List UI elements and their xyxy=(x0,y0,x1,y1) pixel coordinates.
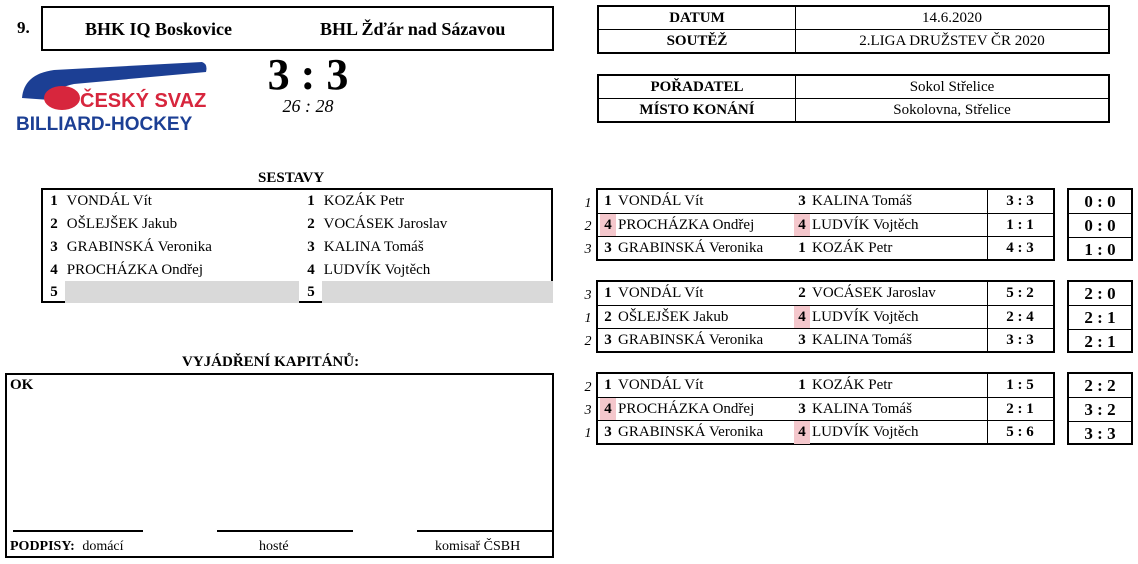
home-player-number: 3 xyxy=(604,332,612,348)
away-player-name: KALINA Tomáš xyxy=(323,239,424,255)
signature-line-away xyxy=(217,530,353,532)
away-player-row xyxy=(302,213,552,236)
home-player-number: 1 xyxy=(604,193,612,209)
game-score: 2 : 1 xyxy=(1006,401,1034,417)
game-row xyxy=(598,374,1053,397)
running-total: 3 : 2 xyxy=(1069,397,1131,421)
away-player-name: VOCÁSEK Jaroslav xyxy=(323,216,448,232)
game-order: 3 xyxy=(584,288,592,303)
game-row xyxy=(598,282,1053,305)
away-player-number: 1 xyxy=(798,377,806,393)
game-order: 2 xyxy=(584,334,592,349)
score-divider xyxy=(987,282,988,305)
home-player-number: 1 xyxy=(604,285,612,301)
away-player-number: 3 xyxy=(307,239,315,255)
away-player-number: 2 xyxy=(798,285,806,301)
match-round-table xyxy=(596,372,1055,445)
home-player-name: VONDÁL Vít xyxy=(66,193,152,209)
lineups-box xyxy=(41,188,553,303)
game-order: 3 xyxy=(584,242,592,257)
home-player-number: 5 xyxy=(50,284,58,300)
away-player-name: VOCÁSEK Jaroslav xyxy=(812,285,936,301)
home-team-name: BHK IQ Boskovice xyxy=(85,19,233,39)
game-score: 5 : 2 xyxy=(1006,285,1034,301)
away-player-row xyxy=(302,190,552,213)
running-total: 2 : 0 xyxy=(1084,284,1116,303)
game-score: 3 : 3 xyxy=(1006,332,1034,348)
game-row xyxy=(598,328,1053,352)
match-score: 3 : 3 xyxy=(267,50,349,99)
match-info-table xyxy=(597,5,1110,54)
signature-commissioner-label: komisař ČSBH xyxy=(435,539,521,554)
goal-score: 26 : 28 xyxy=(282,96,334,116)
score-divider xyxy=(987,237,988,260)
score-divider xyxy=(987,214,988,237)
home-player-number: 1 xyxy=(604,377,612,393)
info-label: MÍSTO KONÁNÍ xyxy=(598,99,796,123)
venue-info-table xyxy=(597,74,1110,123)
running-total-table xyxy=(1067,372,1133,445)
info-value: Sokolovna, Střelice xyxy=(796,99,1110,123)
away-player-name: LUDVÍK Vojtěch xyxy=(323,262,431,278)
home-player-empty-slot xyxy=(65,281,299,303)
home-player-number: 1 xyxy=(50,193,58,209)
away-player-number: 3 xyxy=(798,401,806,417)
home-player-number: 4 xyxy=(600,214,616,237)
home-player-row xyxy=(45,281,297,304)
away-player-number: 4 xyxy=(307,262,315,278)
away-player-name: LUDVÍK Vojtěch xyxy=(812,309,919,325)
signature-home-label: domácí xyxy=(82,539,124,554)
away-player-number: 3 xyxy=(798,332,806,348)
away-player-number: 4 xyxy=(794,421,810,444)
home-player-name: GRABINSKÁ Veronika xyxy=(618,240,764,256)
lineups-title: SESTAVY xyxy=(258,170,325,186)
score-divider xyxy=(987,421,988,444)
away-player-number: 4 xyxy=(794,306,810,329)
signature-line-home xyxy=(13,530,143,532)
home-player-number: 4 xyxy=(50,262,58,278)
running-total-table xyxy=(1067,280,1133,353)
home-player-name: GRABINSKÁ Veronika xyxy=(66,239,212,255)
score-divider xyxy=(987,190,988,213)
score-divider xyxy=(987,398,988,421)
info-row xyxy=(598,30,1109,54)
game-order: 2 xyxy=(584,219,592,234)
captains-title: VYJÁDŘENÍ KAPITÁNŮ: xyxy=(182,354,360,370)
home-player-row xyxy=(45,190,295,213)
home-player-row xyxy=(45,213,295,236)
signatures-label: PODPISY: xyxy=(10,539,75,554)
away-player-name: KALINA Tomáš xyxy=(812,193,912,209)
info-value: 14.6.2020 xyxy=(796,6,1110,30)
game-row xyxy=(598,236,1053,260)
away-player-name: LUDVÍK Vojtěch xyxy=(812,217,919,233)
running-total: 0 : 0 xyxy=(1069,213,1131,237)
away-player-name: KALINA Tomáš xyxy=(812,401,912,417)
away-player-number: 4 xyxy=(794,214,810,237)
game-score: 5 : 6 xyxy=(1006,424,1034,440)
home-player-number: 2 xyxy=(50,216,58,232)
signature-away-label: hosté xyxy=(259,539,289,554)
game-score: 1 : 5 xyxy=(1006,377,1034,393)
info-row xyxy=(598,99,1109,123)
info-row xyxy=(598,6,1109,30)
game-order: 1 xyxy=(584,311,592,326)
game-score: 3 : 3 xyxy=(1006,193,1034,209)
match-round-table xyxy=(596,188,1055,261)
game-score: 2 : 4 xyxy=(1006,309,1034,325)
running-total: 2 : 2 xyxy=(1084,376,1116,395)
running-total: 1 : 0 xyxy=(1069,237,1131,261)
game-row xyxy=(598,190,1053,213)
csbh-logo xyxy=(14,60,214,140)
game-row xyxy=(598,397,1053,421)
home-player-name: VONDÁL Vít xyxy=(618,193,704,209)
logo-line2: BILLIARD-HOCKEY xyxy=(16,114,193,135)
home-player-name: GRABINSKÁ Veronika xyxy=(618,424,764,440)
away-player-number: 3 xyxy=(798,193,806,209)
running-total: 3 : 3 xyxy=(1069,421,1131,445)
away-player-name: LUDVÍK Vojtěch xyxy=(812,424,919,440)
away-player-number: 2 xyxy=(307,216,315,232)
away-player-name: KALINA Tomáš xyxy=(812,332,912,348)
away-player-row xyxy=(302,236,552,259)
home-player-number: 3 xyxy=(604,424,612,440)
captains-box xyxy=(5,373,554,558)
game-order: 2 xyxy=(584,380,592,395)
info-label: DATUM xyxy=(598,6,796,30)
away-player-row xyxy=(302,281,552,304)
score-divider xyxy=(987,374,988,397)
game-row xyxy=(598,420,1053,444)
logo-line1: ČESKÝ SVAZ xyxy=(80,90,207,112)
game-score: 4 : 3 xyxy=(1006,240,1034,256)
teams-box xyxy=(41,6,554,51)
info-label: SOUTĚŽ xyxy=(598,30,796,54)
game-order: 1 xyxy=(584,196,592,211)
info-row xyxy=(598,75,1109,99)
home-player-name: VONDÁL Vít xyxy=(618,377,704,393)
game-score: 1 : 1 xyxy=(1006,217,1034,233)
home-player-row xyxy=(45,259,295,282)
home-player-number: 4 xyxy=(600,398,616,421)
running-total: 2 : 1 xyxy=(1069,329,1131,353)
game-order: 1 xyxy=(584,426,592,441)
home-player-name: VONDÁL Vít xyxy=(618,285,704,301)
score-divider xyxy=(987,306,988,329)
home-player-row xyxy=(45,236,295,259)
captains-text: OK xyxy=(10,377,34,393)
away-team-name: BHL Žďár nad Sázavou xyxy=(320,19,506,39)
signatures-row xyxy=(10,539,124,555)
game-row xyxy=(598,213,1053,237)
away-player-number: 1 xyxy=(307,193,315,209)
game-row xyxy=(598,305,1053,329)
away-player-empty-slot xyxy=(322,281,553,303)
away-player-number: 1 xyxy=(798,240,806,256)
away-player-row xyxy=(302,259,552,282)
away-player-name: KOZÁK Petr xyxy=(812,240,893,256)
home-player-number: 2 xyxy=(604,309,612,325)
running-total: 2 : 1 xyxy=(1069,305,1131,329)
home-player-name: PROCHÁZKA Ondřej xyxy=(618,217,755,233)
info-label: POŘADATEL xyxy=(598,75,796,99)
score-divider xyxy=(987,329,988,352)
home-player-name: PROCHÁZKA Ondřej xyxy=(618,401,755,417)
game-order: 3 xyxy=(584,403,592,418)
away-player-name: KOZÁK Petr xyxy=(812,377,893,393)
away-player-number: 5 xyxy=(307,284,315,300)
away-player-name: KOZÁK Petr xyxy=(323,193,405,209)
running-total: 0 : 0 xyxy=(1084,192,1116,211)
signature-line-commissioner xyxy=(417,530,554,532)
home-player-number: 3 xyxy=(604,240,612,256)
match-number: 9. xyxy=(17,18,30,37)
info-value: 2.LIGA DRUŽSTEV ČR 2020 xyxy=(796,30,1110,54)
home-player-number: 3 xyxy=(50,239,58,255)
home-player-name: OŠLEJŠEK Jakub xyxy=(66,216,178,232)
home-player-name: PROCHÁZKA Ondřej xyxy=(66,262,204,278)
home-player-name: GRABINSKÁ Veronika xyxy=(618,332,764,348)
match-round-table xyxy=(596,280,1055,353)
info-value: Sokol Střelice xyxy=(796,75,1110,99)
home-player-name: OŠLEJŠEK Jakub xyxy=(618,309,729,325)
running-total-table xyxy=(1067,188,1133,261)
